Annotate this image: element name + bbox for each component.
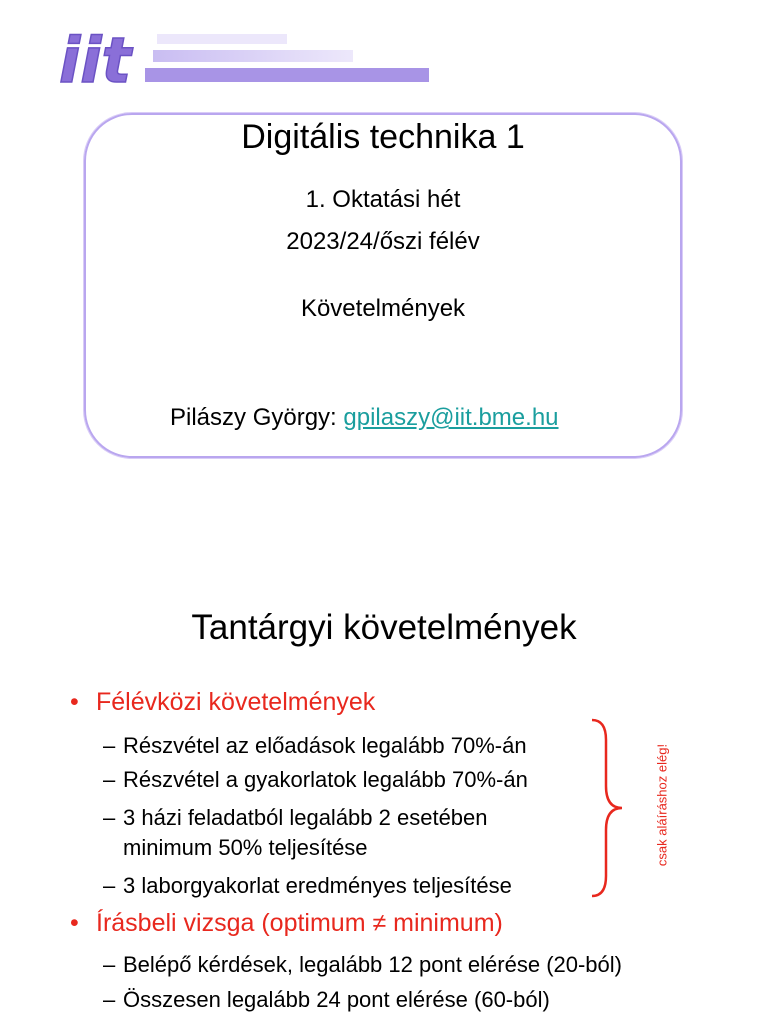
author-line [170, 404, 559, 432]
exam-label: Írásbeli vizsga (optimum ≠ minimum) [96, 909, 503, 937]
list-item-text: Belépő kérdések, legalább 12 pont elérése (20-ból) [123, 952, 622, 977]
slide-title: Digitális technika 1 [241, 118, 525, 156]
term-label: 2023/24/őszi félév [286, 228, 480, 255]
list-item [103, 871, 512, 901]
list-item-text: Részvétel az előadások legalább 70%-án [123, 733, 527, 758]
list-item-continuation: minimum 50% teljesítése [123, 835, 368, 860]
list-item-text: 3 házi feladatból legalább 2 esetében [123, 805, 488, 830]
dash-marker: – [103, 805, 116, 830]
bullet-exam [70, 909, 503, 938]
iit-logo [57, 24, 429, 94]
list-item [103, 765, 528, 795]
dash-marker: – [103, 987, 116, 1012]
list-item-text: Részvétel a gyakorlatok legalább 70%-án [123, 767, 528, 792]
list-item [103, 803, 488, 863]
topic-label: Követelmények [300, 295, 466, 322]
section-title: Tantárgyi követelmények [191, 608, 577, 647]
bullet-marker: • [70, 909, 79, 937]
email-link[interactable]: gpilaszy@iit.bme.hu [343, 404, 559, 431]
logo-text: iit [59, 24, 132, 94]
curly-brace-icon [590, 718, 626, 898]
bullet-midterm [70, 688, 375, 717]
list-item [103, 950, 622, 980]
list-item-text: Összesen legalább 24 pont elérése (60-ból) [123, 987, 550, 1012]
list-item [103, 985, 550, 1015]
list-item [103, 731, 527, 761]
dash-marker: – [103, 733, 116, 758]
dash-marker: – [103, 873, 116, 898]
bullet-marker: • [70, 688, 79, 716]
dash-marker: – [103, 952, 116, 977]
side-note-text: csak aláíráshoz elég! [654, 743, 670, 867]
dash-marker: – [103, 767, 116, 792]
list-item-text: 3 laborgyakorlat eredményes teljesítése [123, 873, 512, 898]
midterm-label: Félévközi követelmények [96, 688, 376, 716]
author-name: Pilászy György: [170, 404, 337, 431]
week-label: 1. Oktatási hét [305, 186, 461, 213]
